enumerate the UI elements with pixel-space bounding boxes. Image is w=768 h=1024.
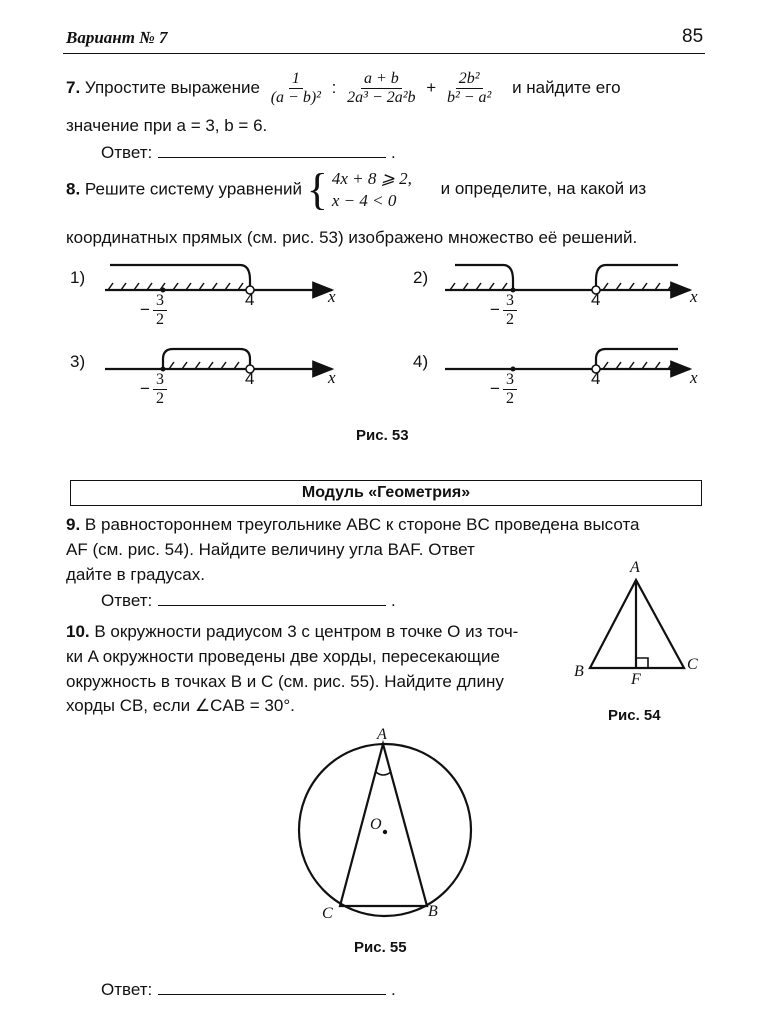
figure-55-caption: Рис. 55	[354, 939, 407, 956]
triangle-figure	[590, 580, 684, 668]
figure-53-caption: Рис. 53	[356, 427, 409, 444]
page-number: 85	[682, 26, 704, 47]
axis-x: x	[690, 368, 698, 387]
numerator: 3	[153, 371, 167, 390]
problem-number: 10.	[66, 622, 90, 641]
problem-number: 9.	[66, 515, 81, 534]
problem-9-line3: дайте в градусах.	[66, 565, 205, 584]
option-label-2[interactable]: 2)	[413, 268, 429, 287]
number-line-1	[105, 265, 332, 290]
tick-minus-three-halves: − $\frac{3}{2}$	[140, 292, 170, 329]
vertex-C: C	[322, 905, 333, 922]
figure-54-caption: Рис. 54	[608, 707, 661, 724]
answer-9	[101, 591, 396, 611]
module-header: Модуль «Геометрия»	[70, 480, 702, 506]
vertex-A: A	[630, 559, 640, 576]
tick-minus-three-halves: − $\frac{3}{2}$	[490, 371, 520, 408]
problem-10-line3: окружность в точках B и C (см. рис. 55). Найдите длину	[66, 672, 504, 691]
number-line-3	[105, 349, 332, 369]
problem-text: и определите, на какой из	[440, 179, 647, 199]
equation-1: 4x + 8 ⩾ 2,	[331, 169, 412, 188]
tick-4: 4	[591, 290, 601, 309]
answer-label: Ответ:	[101, 143, 153, 162]
denominator: (a − b)²	[270, 89, 321, 106]
denominator: 2a³ − 2a²b	[347, 89, 416, 106]
vertex-A: A	[377, 726, 387, 743]
vertex-B: B	[574, 663, 584, 680]
axis-x: x	[328, 368, 336, 387]
problem-number: 7.	[66, 77, 81, 97]
answer-field[interactable]	[158, 980, 386, 995]
vertex-C: C	[687, 656, 698, 673]
problem-7-line2: значение при a = 3, b = 6.	[66, 116, 268, 135]
numerator: 3	[153, 292, 167, 311]
answer-label: Ответ:	[101, 591, 153, 610]
axis-x: x	[328, 287, 336, 306]
center-O: O	[370, 816, 382, 833]
operator: +	[426, 77, 437, 97]
problem-number: 8.	[66, 179, 81, 199]
tick-4: 4	[245, 290, 255, 309]
dot: .	[390, 980, 396, 999]
numerator: a + b	[361, 70, 402, 89]
vertex-B: B	[428, 903, 438, 920]
denominator: 2	[155, 390, 164, 407]
problem-8-line2: координатных прямых (см. рис. 53) изображено множество её решений.	[66, 228, 638, 247]
dot: .	[390, 143, 396, 162]
denominator: 2	[155, 311, 164, 328]
problem-text: В равностороннем треугольнике ABC к стороне BC проведена высота	[84, 515, 640, 534]
option-label-3[interactable]: 3)	[70, 352, 86, 371]
numerator: 2b²	[456, 70, 483, 89]
problem-text: и найдите его	[512, 77, 621, 97]
problem-text: Решите систему уравнений	[84, 179, 302, 199]
problem-10-line2: ки A окружности проведены две хорды, пересекающие	[66, 647, 500, 666]
equation-2: x − 4 < 0	[331, 191, 397, 210]
answer-field[interactable]	[158, 591, 386, 606]
tick-4: 4	[245, 369, 255, 388]
answer-label: Ответ:	[101, 980, 153, 999]
tick-minus-three-halves: − $\frac{3}{2}$	[490, 292, 520, 329]
axis-x: x	[690, 287, 698, 306]
dot: .	[390, 591, 396, 610]
variant-title: Вариант № 7	[66, 28, 168, 47]
problem-10-line1	[66, 622, 518, 642]
denominator: 2	[505, 390, 514, 407]
number-line-4	[445, 349, 690, 369]
problem-9-line2: AF (см. рис. 54). Найдите величину угла BAF. Ответ	[66, 540, 475, 559]
option-label-1[interactable]: 1)	[70, 268, 86, 287]
numerator: 3	[503, 371, 517, 390]
numerator: 1	[289, 70, 303, 89]
number-line-2	[445, 265, 690, 290]
problem-9-line1	[66, 515, 640, 535]
problem-10-line4: хорды CB, если ∠CAB = 30°.	[66, 696, 295, 715]
point-F: F	[631, 671, 641, 688]
equation-system: { 4x + 8 ⩾ 2, x − 4 < 0	[306, 165, 412, 214]
tick-4: 4	[591, 369, 601, 388]
denominator: 2	[505, 311, 514, 328]
answer-10	[101, 980, 396, 1000]
tick-minus-three-halves: − $\frac{3}{2}$	[140, 371, 170, 408]
denominator: b² − a²	[446, 89, 492, 106]
operator: :	[331, 77, 337, 97]
problem-text: Упростите выражение	[84, 77, 260, 97]
problem-text: В окружности радиусом 3 с центром в точке O из точ-	[94, 622, 519, 641]
option-label-4[interactable]: 4)	[413, 352, 429, 371]
numerator: 3	[503, 292, 517, 311]
